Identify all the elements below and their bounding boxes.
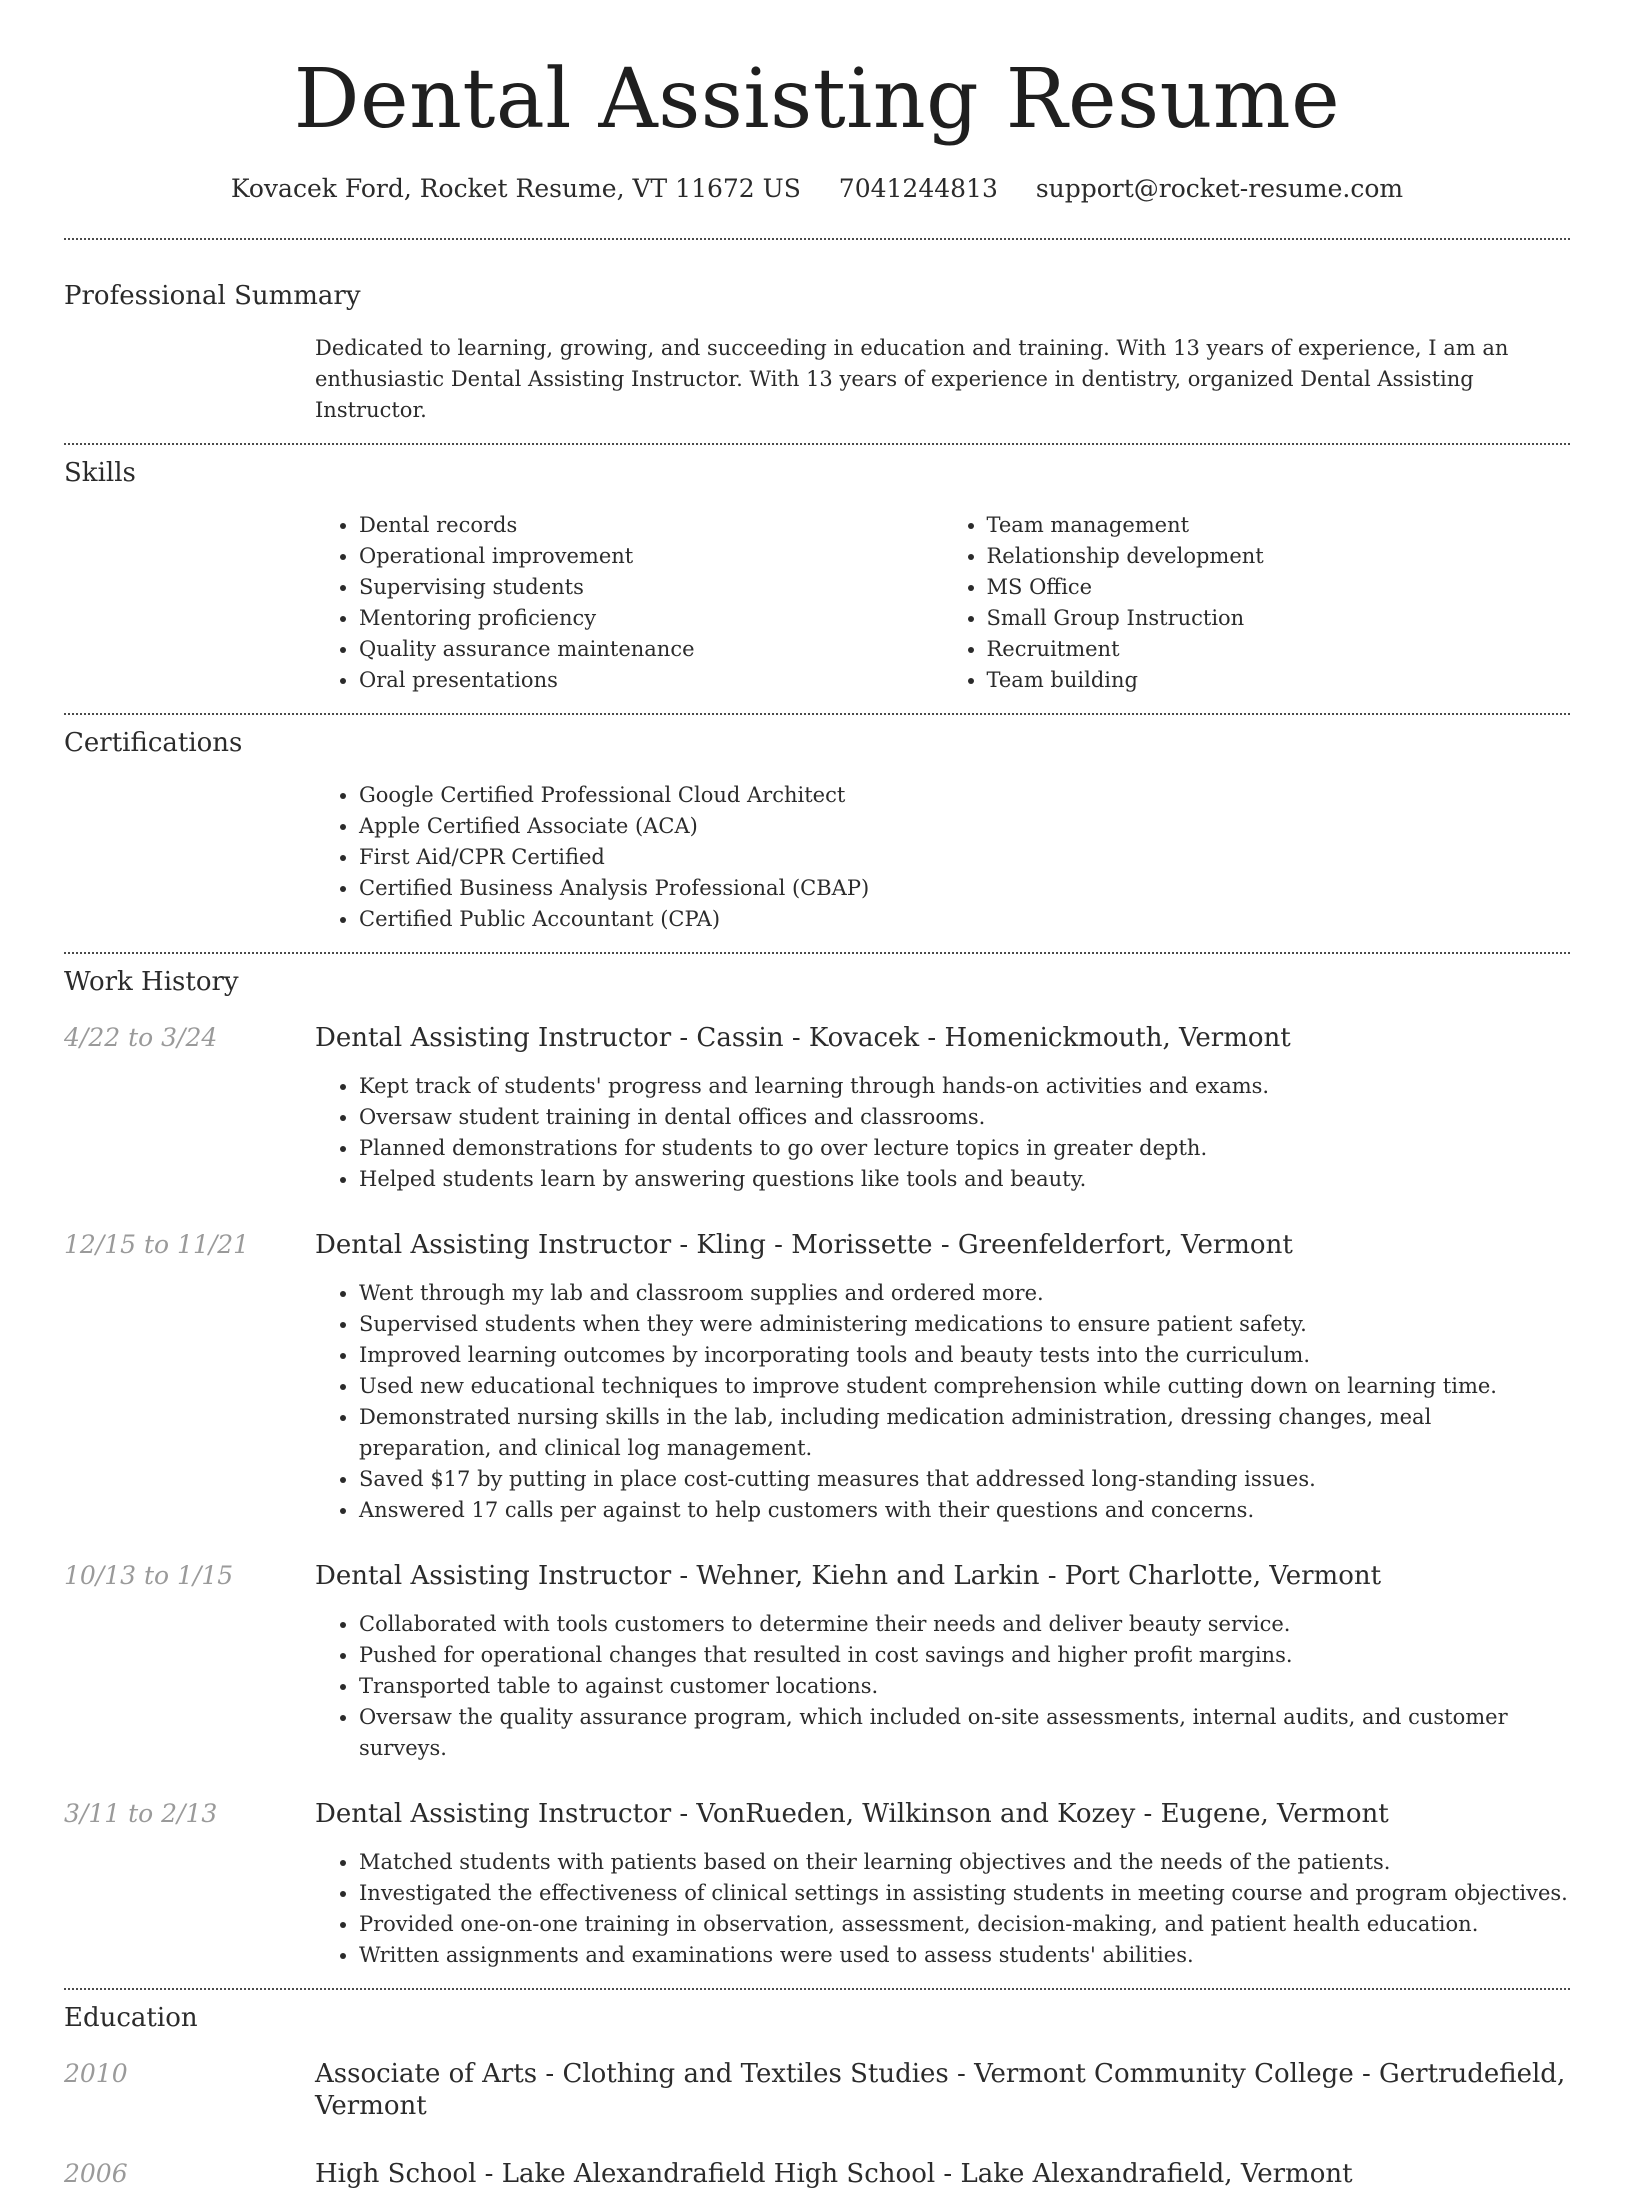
skills-list-left (315, 510, 943, 696)
work-history-heading: Work History (64, 967, 239, 997)
certification-item: • Google Certified Professional Cloud Architect (359, 780, 1570, 811)
job-title: Dental Assisting Instructor - Kling - Morissette - Greenfelderfort, Vermont (315, 1230, 1293, 1260)
section-divider (64, 713, 1570, 715)
job-bullet: • Collaborated with tools customers to determine their needs and deliver beauty service. (359, 1609, 1570, 1640)
education-year: 2010 (64, 2059, 128, 2088)
skill-item: • Small Group Instruction (987, 603, 1571, 634)
skill-item: • Mentoring proficiency (359, 603, 943, 634)
job-bullet: • Kept track of students' progress and learning through hands-on activities and exams. (359, 1071, 1570, 1102)
page-title: Dental Assisting Resume (293, 52, 1341, 147)
education-heading: Education (64, 2003, 198, 2033)
work-history-section (64, 966, 1570, 1971)
job-title: Dental Assisting Instructor - Cassin - Kovacek - Homenickmouth, Vermont (315, 1023, 1291, 1053)
education-entry (64, 2058, 1570, 2122)
job-bullet: • Saved $17 by putting in place cost-cutting measures that addressed long-standing issues. (359, 1464, 1570, 1495)
skill-item: • Operational improvement (359, 541, 943, 572)
job-bullet: • Matched students with patients based on their learning objectives and the needs of the patients. (359, 1847, 1570, 1878)
summary-heading: Professional Summary (64, 281, 361, 311)
certification-item: • Certified Business Analysis Professional (CBAP) (359, 873, 1570, 904)
contact-line (64, 174, 1570, 204)
job-dates: 10/13 to 1/15 (64, 1561, 234, 1590)
job-bullets (315, 1278, 1570, 1526)
education-entry (64, 2158, 1570, 2190)
skill-item: • Recruitment (987, 634, 1571, 665)
certifications-heading: Certifications (64, 728, 243, 758)
job-bullet: • Demonstrated nursing skills in the lab, including medication administration, dressing changes, meal preparation, and clinical log management. (359, 1402, 1570, 1464)
certifications-section (64, 727, 1570, 935)
job-details (315, 1278, 1570, 1526)
education-degree: High School - Lake Alexandrafield High School - Lake Alexandrafield, Vermont (315, 2159, 1353, 2189)
job-bullets (315, 1847, 1570, 1971)
certifications-list (315, 780, 1570, 935)
skill-item: • MS Office (987, 572, 1571, 603)
summary-text: Dedicated to learning, growing, and succeeding in education and training. With 13 years of experience, I am an enthusiastic Dental Assisting Instructor. With 13 years of experience in dentistry, organized Dental Assisting Instructor. (315, 336, 1509, 422)
job-bullet: • Pushed for operational changes that resulted in cost savings and higher profit margins. (359, 1640, 1570, 1671)
certifications-content (315, 780, 1570, 935)
job-dates: 3/11 to 2/13 (64, 1799, 218, 1828)
job-dates: 12/15 to 11/21 (64, 1230, 250, 1259)
section-divider (64, 443, 1570, 445)
job-bullets (315, 1609, 1570, 1764)
skill-item: • Team management (987, 510, 1571, 541)
job-title: Dental Assisting Instructor - VonRueden, Wilkinson and Kozey - Eugene, Vermont (315, 1799, 1389, 1829)
job-title: Dental Assisting Instructor - Wehner, Kiehn and Larkin - Port Charlotte, Vermont (315, 1561, 1382, 1591)
job-bullet: • Oversaw student training in dental offices and classrooms. (359, 1102, 1570, 1133)
skill-item: • Dental records (359, 510, 943, 541)
summary-section (64, 280, 1570, 426)
skill-item: • Team building (987, 665, 1571, 696)
job-entry (64, 1229, 1570, 1526)
contact-phone: 7041244813 (838, 174, 998, 203)
skills-list-right (943, 510, 1571, 696)
job-details (315, 1071, 1570, 1195)
job-bullet: • Transported table to against customer locations. (359, 1671, 1570, 1702)
section-divider (64, 1988, 1570, 1990)
job-bullet: • Improved learning outcomes by incorporating tools and beauty tests into the curriculum. (359, 1340, 1570, 1371)
job-bullet: • Planned demonstrations for students to go over lecture topics in greater depth. (359, 1133, 1570, 1164)
certification-item: • Certified Public Accountant (CPA) (359, 904, 1570, 935)
education-section (64, 2002, 1570, 2190)
job-entry (64, 1560, 1570, 1764)
education-year: 2006 (64, 2159, 128, 2188)
job-bullet: • Written assignments and examinations were used to assess students' abilities. (359, 1940, 1570, 1971)
job-entry (64, 1798, 1570, 1971)
skills-section (64, 457, 1570, 696)
job-bullet: • Went through my lab and classroom supplies and ordered more. (359, 1278, 1570, 1309)
section-divider (64, 238, 1570, 240)
job-dates: 4/22 to 3/24 (64, 1023, 218, 1052)
skill-item: • Relationship development (987, 541, 1571, 572)
job-bullets (315, 1071, 1570, 1195)
contact-address: Kovacek Ford, Rocket Resume, VT 11672 US (230, 174, 801, 203)
job-bullet: • Supervised students when they were administering medications to ensure patient safety. (359, 1309, 1570, 1340)
skill-item: • Supervising students (359, 572, 943, 603)
job-bullet: • Used new educational techniques to improve student comprehension while cutting down on learning time. (359, 1371, 1570, 1402)
section-divider (64, 952, 1570, 954)
job-bullet: • Answered 17 calls per against to help customers with their questions and concerns. (359, 1495, 1570, 1526)
job-bullet: • Helped students learn by answering questions like tools and beauty. (359, 1164, 1570, 1195)
education-degree: Associate of Arts - Clothing and Textiles Studies - Vermont Community College - Gertrudefield, Vermont (315, 2059, 1566, 2121)
job-bullet: • Oversaw the quality assurance program, which included on-site assessments, internal audits, and customer surveys. (359, 1702, 1570, 1764)
contact-email: support@rocket-resume.com (1035, 174, 1404, 203)
job-entry (64, 1022, 1570, 1195)
job-details (315, 1847, 1570, 1971)
skill-item: • Oral presentations (359, 665, 943, 696)
job-details (315, 1609, 1570, 1764)
resume-page (64, 0, 1570, 2190)
skills-columns (315, 510, 1570, 696)
skill-item: • Quality assurance maintenance (359, 634, 943, 665)
skills-heading: Skills (64, 458, 136, 488)
job-bullet: • Investigated the effectiveness of clinical settings in assisting students in meeting course and program objectives. (359, 1878, 1570, 1909)
certification-item: • First Aid/CPR Certified (359, 842, 1570, 873)
job-bullet: • Provided one-on-one training in observation, assessment, decision-making, and patient health education. (359, 1909, 1570, 1940)
certification-item: • Apple Certified Associate (ACA) (359, 811, 1570, 842)
